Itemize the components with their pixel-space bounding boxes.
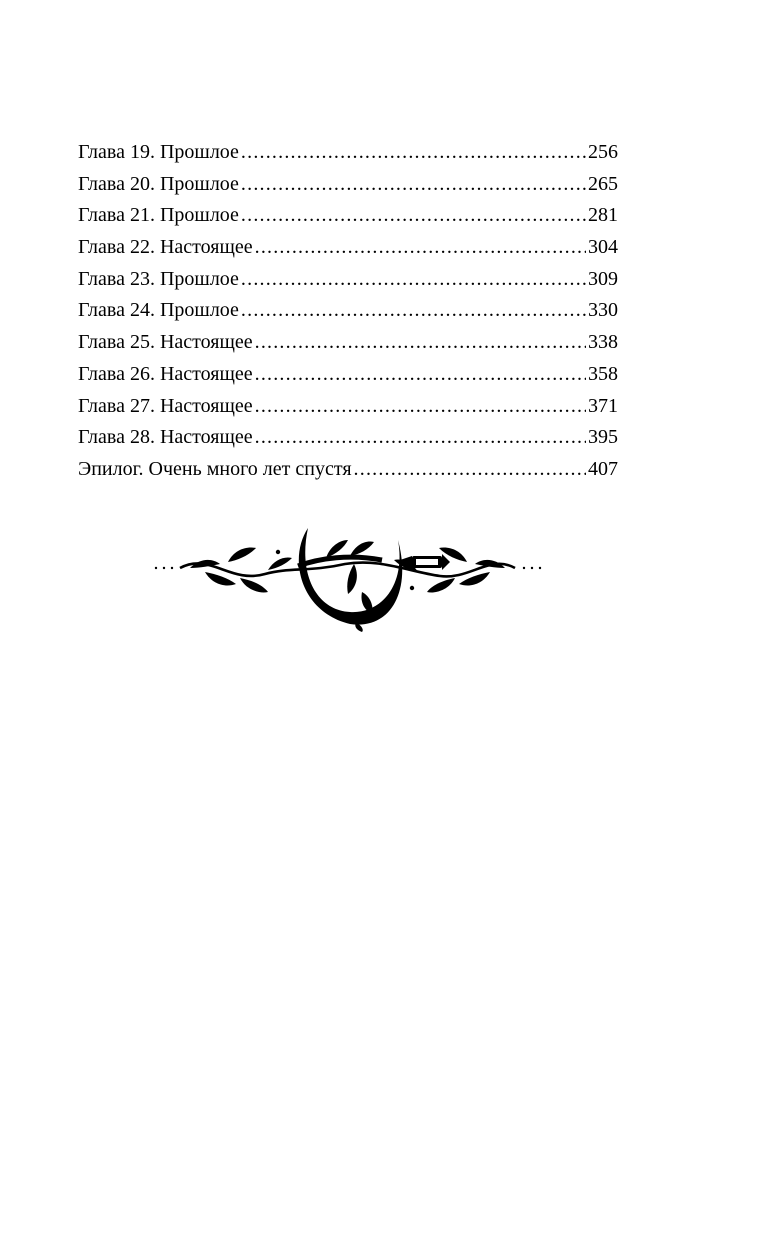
toc-entry-title: Глава 19. Прошлое [78, 141, 239, 163]
crescent-moon-vine-dagger-ornament-icon [150, 522, 545, 632]
toc-entry[interactable] [78, 137, 618, 169]
toc-entry[interactable] [78, 200, 618, 232]
toc-entry-page: 395 [588, 426, 618, 449]
toc-entry[interactable] [78, 327, 618, 359]
toc-entry-page: 265 [588, 172, 618, 195]
toc-leader-dots [241, 137, 586, 169]
toc-entry[interactable] [78, 422, 618, 454]
toc-leader-dots [255, 232, 586, 264]
toc-entry-page: 371 [588, 394, 618, 417]
toc-entry-page: 407 [588, 457, 618, 480]
toc-leader-dots [241, 200, 586, 232]
toc-leader-dots [255, 422, 586, 454]
toc-entry-page: 358 [588, 362, 618, 385]
toc-leader-dots [255, 359, 586, 391]
toc-entry[interactable] [78, 359, 618, 391]
toc-entry-title: Глава 27. Настоящее [78, 394, 253, 417]
toc-entry-title: Глава 25. Настоящее [78, 331, 253, 354]
toc-entry-title: Глава 21. Прошлое [78, 204, 239, 227]
toc-leader-dots [255, 391, 586, 423]
toc-entry-page: 338 [588, 331, 618, 354]
toc-leader-dots [255, 327, 586, 359]
toc-entry[interactable] [78, 454, 618, 486]
toc-entry[interactable] [78, 264, 618, 296]
table-of-contents [78, 137, 618, 486]
toc-entry[interactable] [78, 169, 618, 201]
toc-entry-page: 256 [588, 141, 618, 163]
toc-entry-title: Эпилог. Очень много лет спустя [78, 457, 352, 480]
toc-entry-page: 281 [588, 204, 618, 227]
toc-entry-page: 330 [588, 299, 618, 322]
toc-leader-dots [354, 454, 586, 486]
toc-entry[interactable] [78, 295, 618, 327]
toc-entry-title: Глава 20. Прошлое [78, 172, 239, 195]
toc-entry-title: Глава 28. Настоящее [78, 426, 253, 449]
toc-entry-page: 304 [588, 236, 618, 259]
toc-entry-page: 309 [588, 267, 618, 290]
toc-entry-title: Глава 26. Настоящее [78, 362, 253, 385]
toc-entry[interactable] [78, 391, 618, 423]
toc-entry-title: Глава 24. Прошлое [78, 299, 239, 322]
toc-entry-title: Глава 22. Настоящее [78, 236, 253, 259]
toc-leader-dots [241, 169, 586, 201]
toc-leader-dots [241, 295, 586, 327]
toc-entry[interactable] [78, 232, 618, 264]
toc-entry-title: Глава 23. Прошлое [78, 267, 239, 290]
toc-leader-dots [241, 264, 586, 296]
